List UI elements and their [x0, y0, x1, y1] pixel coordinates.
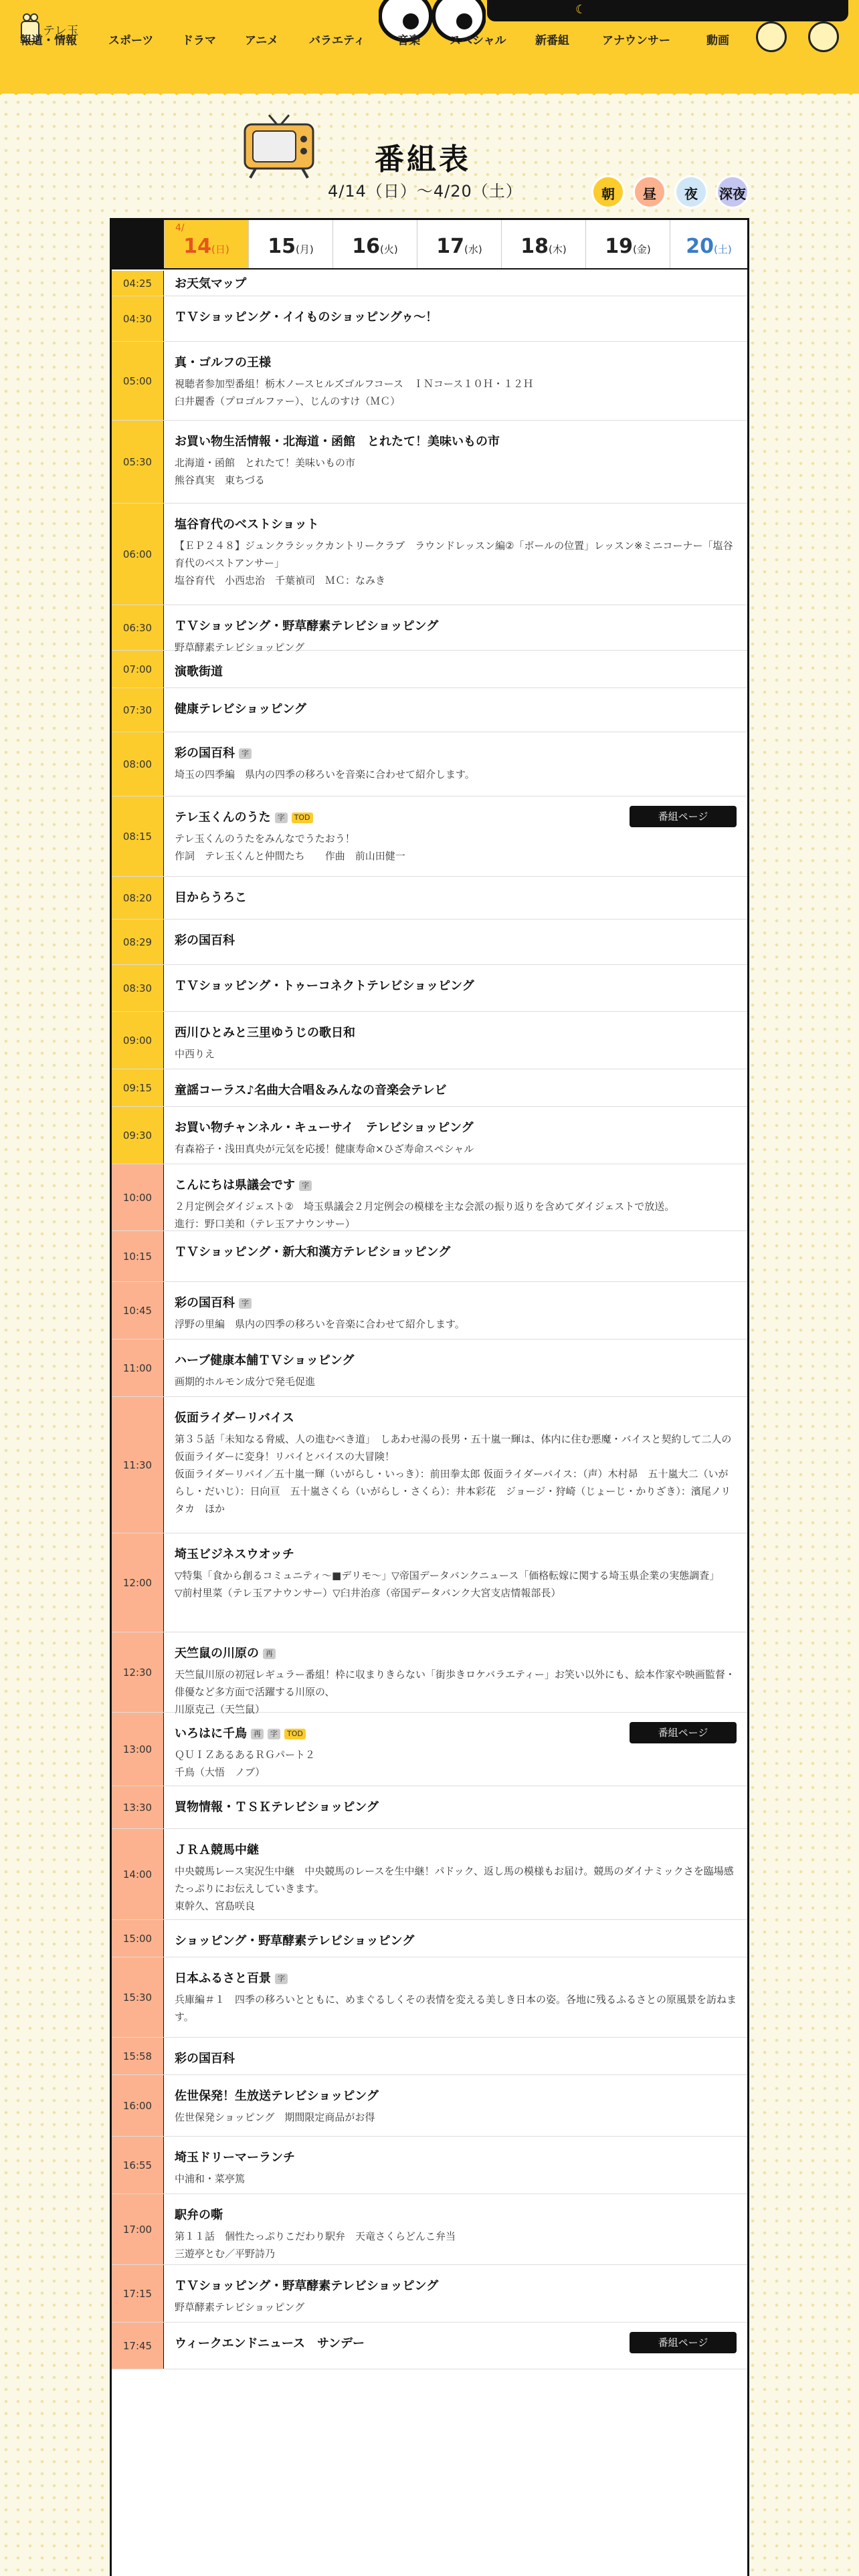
program-body — [175, 1547, 737, 1602]
program-body — [175, 2208, 737, 2262]
program-title-text: 彩の国百科 — [175, 746, 235, 760]
program-time: 16:00 — [112, 2075, 164, 2136]
program-title[interactable] — [175, 890, 737, 906]
program-row[interactable] — [112, 605, 747, 651]
program-description: 中央競馬レース実況生中継 中央競馬のレースを生中継！パドック、返し馬の模様もお届け。競馬のダイナミックさを臨場感たっぷりにお伝えしていきます。 — [175, 1865, 734, 1895]
program-row[interactable] — [112, 796, 747, 877]
nav-item-video[interactable]: 動画 — [706, 34, 729, 47]
program-time: 10:15 — [112, 1231, 164, 1281]
program-row[interactable] — [112, 2323, 747, 2369]
day-date: 16 — [352, 235, 381, 258]
logo-lettering: テレ玉 — [43, 24, 79, 38]
program-body — [175, 2278, 737, 2316]
program-body — [175, 1800, 737, 1816]
program-description: 三遊亭とむ／平野詩乃 — [175, 2248, 276, 2260]
day-weekday: (日) — [211, 243, 229, 255]
program-row[interactable] — [112, 1282, 747, 1339]
nav-item-news[interactable]: 報道・情報 — [20, 34, 77, 47]
program-time: 06:00 — [112, 504, 164, 605]
program-title[interactable] — [175, 1083, 737, 1099]
nav-item-music[interactable]: 音楽 — [397, 34, 420, 47]
program-title-text: ＴＶショッピング・新大和漢方テレビショッピング — [175, 1245, 451, 1259]
day-tabs — [112, 220, 747, 270]
program-body — [175, 1971, 737, 2026]
program-time: 09:30 — [112, 1107, 164, 1164]
program-title[interactable] — [175, 2150, 737, 2166]
program-row[interactable] — [112, 504, 747, 605]
day-tab-15[interactable] — [248, 220, 332, 268]
program-time: 08:30 — [112, 965, 164, 1011]
program-title-text: ＴＶショッピング・野草酵素テレビショッピング — [175, 2279, 439, 2293]
program-row[interactable] — [112, 1920, 747, 1957]
program-description: 画期的ホルモン成分で発毛促進 — [175, 1376, 316, 1388]
program-row[interactable] — [112, 2194, 747, 2265]
program-description: 千鳥（大悟 ノブ） — [175, 1766, 266, 1778]
program-title-text: 塩谷育代のベストショット — [175, 518, 319, 532]
program-row[interactable] — [112, 2265, 747, 2323]
program-body — [175, 1178, 737, 1232]
program-time: 17:15 — [112, 2265, 164, 2322]
program-time: 12:00 — [112, 1533, 164, 1632]
nav-item-variety[interactable]: バラエティ — [309, 34, 365, 47]
program-time: 15:30 — [112, 1957, 164, 2037]
program-time: 11:00 — [112, 1339, 164, 1396]
program-title[interactable] — [175, 1295, 737, 1311]
program-description: 北海道・函館 とれたて！美味いもの市 — [175, 457, 356, 469]
program-body — [175, 2051, 737, 2067]
program-row[interactable] — [112, 877, 747, 920]
program-title-text: 西川ひとみと三里ゆうじの歌日和 — [175, 1026, 355, 1040]
program-title[interactable] — [175, 355, 737, 371]
day-tab-19[interactable] — [585, 220, 670, 268]
main-nav — [0, 31, 859, 51]
program-description: 第１１話 個性たっぷりこだわり駅弁 天竜さくらどんこ弁当 — [175, 2230, 456, 2242]
program-body — [175, 517, 737, 589]
program-description: ▽前村里菜（テレ玉アナウンサー）▽臼井治彦（帝国データバンク大宮支店情報部長） — [175, 1587, 561, 1599]
program-row[interactable] — [112, 296, 747, 342]
program-body — [175, 1120, 737, 1158]
program-title[interactable] — [175, 2088, 737, 2105]
program-title-text: 童謡コーラス♪名曲大合唱＆みんなの音楽会テレビ — [175, 1083, 447, 1097]
day-date: 20 — [686, 235, 714, 258]
program-title-text: ＴＶショッピング・野草酵素テレビショッピング — [175, 619, 439, 633]
program-title-text: テレ玉くんのうた — [175, 811, 271, 825]
day-date: 18 — [520, 235, 549, 258]
program-row[interactable] — [112, 1164, 747, 1231]
program-title-text: 埼玉ビジネスウオッチ — [175, 1547, 294, 1562]
program-title[interactable] — [175, 1800, 737, 1816]
program-time: 12:30 — [112, 1632, 164, 1712]
character-icon[interactable] — [808, 21, 839, 52]
program-title[interactable] — [175, 702, 737, 718]
program-time: 04:30 — [112, 296, 164, 341]
program-row[interactable] — [112, 1632, 747, 1713]
program-title[interactable] — [175, 1245, 737, 1261]
program-description: 野草酵素テレビショッピング — [175, 2301, 305, 2313]
program-time: 16:55 — [112, 2137, 164, 2193]
program-time: 10:00 — [112, 1164, 164, 1230]
program-badge: 字 — [299, 1180, 312, 1191]
program-title-text: ウィークエンドニュース サンデー — [175, 2337, 365, 2351]
day-tab-20[interactable] — [670, 220, 747, 268]
day-date: 17 — [436, 235, 465, 258]
program-title[interactable] — [175, 746, 737, 762]
program-row[interactable] — [112, 1107, 747, 1164]
program-body — [175, 434, 737, 489]
program-title-text: お買い物チャンネル・キューサイ テレビショッピング — [175, 1121, 474, 1135]
program-row[interactable] — [112, 271, 747, 296]
program-description: 埼玉の四季編 県内の四季の移ろいを音楽に合わせて紹介します。 — [175, 768, 475, 780]
program-title[interactable] — [175, 1120, 737, 1136]
program-row[interactable] — [112, 2075, 747, 2137]
program-body — [175, 746, 737, 783]
nav-item-new-shows[interactable]: 新番組 — [535, 34, 569, 47]
program-body — [175, 2150, 737, 2187]
program-time: 10:45 — [112, 1282, 164, 1339]
program-row[interactable] — [112, 342, 747, 421]
program-title-text: 佐世保発！生放送テレビショッピング — [175, 2089, 379, 2103]
program-badge: 字 — [275, 1973, 288, 1984]
nav-item-sports[interactable]: スポーツ — [108, 34, 154, 47]
program-title[interactable] — [175, 1547, 737, 1563]
program-title-text: 演歌街道 — [175, 665, 223, 679]
day-weekday: (火) — [380, 243, 398, 255]
program-time: 07:30 — [112, 688, 164, 732]
program-title[interactable] — [175, 2051, 737, 2067]
program-badge: TOD — [284, 1729, 306, 1739]
program-title-text: 目からうろこ — [175, 891, 247, 905]
program-description: 作詞 テレ玉くんと仲間たち 作曲 前山田健一 — [175, 850, 405, 862]
program-title[interactable] — [175, 933, 737, 949]
program-page-button[interactable]: 番組ページ — [630, 2332, 737, 2353]
program-title-text: 健康テレビショッピング — [175, 702, 306, 716]
program-title-text: 仮面ライダーリバイス — [175, 1411, 294, 1425]
program-title-text: こんにちは県議会です — [175, 1178, 295, 1192]
program-title[interactable] — [175, 978, 737, 994]
program-description: 天竺鼠川原の初冠レギュラー番組！枠に収まりきらない「街歩きロケバラエティー」お笑い以外にも、絵本作家や映画監督・俳優など多方面で活躍する川原の、 — [175, 1669, 735, 1698]
program-row[interactable] — [112, 1397, 747, 1533]
program-row[interactable] — [112, 1231, 747, 1282]
program-body — [175, 702, 737, 718]
program-page-button[interactable]: 番組ページ — [630, 806, 737, 827]
program-body — [175, 1295, 737, 1333]
program-title-text: 真・ゴルフの王様 — [175, 356, 271, 370]
program-description: ２月定例会ダイジェスト② 埼玉県議会２月定例会の模様を主な会派の振り返りを含めてダイジェストで放送。 — [175, 1200, 675, 1212]
program-title-text: ＪＲＡ競馬中継 — [175, 1843, 259, 1857]
nav-item-special[interactable]: スペシャル — [450, 34, 506, 47]
day-tab-17[interactable] — [417, 220, 501, 268]
program-description: 中西りえ — [175, 1048, 215, 1060]
period-daytime-button[interactable]: 昼 — [633, 175, 666, 209]
program-body — [175, 1083, 737, 1099]
program-description: 有森裕子・浅田真央が元気を応援！健康寿命×ひざ寿命スペシャル — [175, 1143, 474, 1155]
program-page-button[interactable]: 番組ページ — [630, 1722, 737, 1743]
program-body — [175, 1646, 737, 1718]
program-time: 08:29 — [112, 920, 164, 964]
site-header — [0, 0, 859, 94]
day-weekday: (木) — [549, 243, 567, 255]
program-row[interactable] — [112, 1829, 747, 1920]
program-time: 13:30 — [112, 1786, 164, 1828]
program-row[interactable] — [112, 1012, 747, 1069]
program-body — [175, 978, 737, 994]
program-body — [175, 664, 737, 680]
day-tab-14[interactable] — [164, 220, 248, 268]
program-schedule — [110, 218, 749, 2576]
search-bar[interactable] — [487, 0, 848, 21]
nav-item-announcers[interactable]: アナウンサー — [602, 34, 670, 47]
program-title-text: 埼玉ドリーマーランチ — [175, 2151, 295, 2165]
program-title[interactable] — [175, 1025, 737, 1041]
program-title[interactable] — [175, 517, 737, 533]
day-tab-16[interactable] — [332, 220, 417, 268]
program-time: 13:00 — [112, 1713, 164, 1786]
program-row[interactable] — [112, 1339, 747, 1397]
program-title-text: お天気マップ — [175, 277, 247, 291]
program-time: 09:15 — [112, 1069, 164, 1106]
date-range: 4/14（日）〜4/20（土） — [328, 182, 522, 201]
program-badge: TOD — [292, 813, 313, 823]
program-row[interactable] — [112, 1533, 747, 1632]
program-title[interactable] — [175, 1178, 737, 1194]
program-row[interactable] — [112, 1786, 747, 1829]
day-date: 14 — [183, 235, 212, 258]
program-description: 川原克己（天竺鼠） — [175, 1703, 266, 1715]
program-time: 08:20 — [112, 877, 164, 919]
program-description: 進行：野口美和（テレ玉アナウンサー） — [175, 1218, 355, 1230]
program-title[interactable] — [175, 276, 737, 292]
program-description: 第３５話「未知なる脅威、人の進むべき道」 しあわせ湯の長男・五十嵐一輝は、体内に住む悪魔・バイスと契約して二人の仮面ライダーに変身！リバイとバイスの大冒険！ — [175, 1433, 732, 1463]
program-description: ▽特集「食から創るコミュニティ〜■デリモ〜」▽帝国データバンクニュース「価格転嫁に関する埼玉県企業の実態調査」 — [175, 1570, 720, 1582]
day-date: 15 — [268, 235, 296, 258]
program-title[interactable] — [175, 1353, 737, 1369]
program-body — [175, 1245, 737, 1261]
program-time: 06:30 — [112, 605, 164, 650]
program-description: 塩谷育代 小西忠治 千葉禎司 ＭＣ：なみき — [175, 574, 386, 586]
program-row[interactable] — [112, 688, 747, 732]
program-description: 東幹久、宮島咲良 — [175, 1900, 256, 1912]
program-description: 兵庫編＃１ 四季の移ろいとともに、めまぐるしくその表情を変える美しき日本の姿。各地に残るふるさとの原風景を訪ねます。 — [175, 1994, 737, 2023]
program-row[interactable] — [112, 651, 747, 688]
program-title-text: ショッピング・野草酵素テレビショッピング — [175, 1934, 415, 1948]
program-description: 仮面ライダーリバイ／五十嵐一輝（いがらし・いっき）：前田拳太郎 仮面ライダーバイス：（声）木村昴 五十嵐大二（いがらし・だいじ）：日向亘 五十嵐さくら（いがらし・さくら）：井本彩花 ジョージ・狩崎（じょーじ・かりざき）：濱尾ノリタカ ほか — [175, 1468, 731, 1515]
day-weekday: (土) — [714, 243, 732, 255]
program-time: 04:25 — [112, 271, 164, 296]
nav-item-drama[interactable]: ドラマ — [182, 34, 216, 47]
program-title-text: 彩の国百科 — [175, 1296, 235, 1310]
program-badge: 再 — [263, 1648, 276, 1659]
program-time: 17:00 — [112, 2194, 164, 2264]
program-title[interactable] — [175, 619, 737, 635]
program-body — [175, 1410, 737, 1517]
program-time: 15:58 — [112, 2038, 164, 2074]
program-description: 佐世保発ショッピング 期間限定商品がお得 — [175, 2111, 375, 2123]
program-title[interactable] — [175, 1971, 737, 1987]
period-latenight-button[interactable]: 深夜 — [716, 175, 749, 209]
program-time: 07:00 — [112, 651, 164, 687]
program-row[interactable] — [112, 1069, 747, 1107]
program-row[interactable] — [112, 1957, 747, 2038]
program-badge: 字 — [268, 1729, 280, 1739]
program-time: 08:00 — [112, 732, 164, 796]
program-row[interactable] — [112, 1713, 747, 1786]
program-body — [175, 1353, 737, 1390]
program-title[interactable] — [175, 434, 737, 450]
program-body — [175, 1025, 737, 1063]
day-weekday: (水) — [464, 243, 482, 255]
program-row[interactable] — [112, 421, 747, 504]
day-weekday: (金) — [633, 243, 651, 255]
program-row[interactable] — [112, 2137, 747, 2194]
program-title-text: お買い物生活情報・北海道・函館 とれたて！美味いもの市 — [175, 435, 500, 449]
period-evening-button[interactable]: 夜 — [674, 175, 708, 209]
program-time: 17:45 — [112, 2323, 164, 2369]
program-badge: 字 — [275, 813, 288, 823]
day-tabs-corner — [112, 220, 164, 268]
program-title[interactable] — [175, 1842, 737, 1858]
day-tab-18[interactable] — [501, 220, 585, 268]
tv-mascot-icon — [235, 112, 322, 179]
program-body — [175, 1933, 737, 1949]
program-title[interactable] — [175, 1410, 737, 1426]
program-title[interactable] — [175, 2208, 737, 2224]
nav-item-anime[interactable]: アニメ — [245, 34, 279, 47]
program-title-text: 日本ふるさと百景 — [175, 1971, 271, 1985]
program-description: ＱＵＩＺあるあるＲＧパート２ — [175, 1749, 316, 1761]
day-month: 4/ — [175, 223, 185, 233]
program-title-text: ＴＶショッピング・トゥーコネクトテレビショッピング — [175, 979, 474, 993]
program-body — [175, 890, 737, 906]
program-description: 中浦和・菜亭篤 — [175, 2173, 246, 2185]
program-title-text: いろはに千鳥 — [175, 1727, 247, 1741]
moon-icon: ☾ — [575, 3, 587, 17]
program-description: テレ玉くんのうたをみんなでうたおう！ — [175, 833, 355, 845]
program-time: 15:00 — [112, 1920, 164, 1957]
program-row[interactable] — [112, 965, 747, 1012]
program-title-text: 駅弁の嘶 — [175, 2208, 223, 2222]
program-title[interactable] — [175, 664, 737, 680]
program-description: 【ＥＰ２４８】ジュンクラシックカントリークラブ ラウンドレッスン編②「ボールの位置」レッスン※ミニコーナー「塩谷育代のベストアンサー」 — [175, 540, 733, 569]
program-badge: 字 — [239, 1298, 252, 1309]
program-badge: 再 — [251, 1729, 264, 1739]
program-body — [175, 310, 737, 326]
program-time: 11:30 — [112, 1397, 164, 1533]
program-time: 08:15 — [112, 796, 164, 876]
program-row[interactable] — [112, 2038, 747, 2075]
program-title-text: ハーブ健康本舗ＴＶショッピング — [175, 1354, 355, 1368]
program-body — [175, 276, 737, 292]
day-weekday: (月) — [296, 243, 314, 255]
program-title-text: 天竺鼠の川原の — [175, 1646, 259, 1660]
program-body — [175, 933, 737, 949]
header-zigzag-divider — [0, 86, 859, 102]
program-badge: 字 — [239, 748, 252, 759]
program-title-text: 彩の国百科 — [175, 2052, 235, 2066]
program-time: 05:00 — [112, 342, 164, 420]
period-morning-button[interactable]: 朝 — [591, 175, 625, 209]
program-title[interactable] — [175, 1933, 737, 1949]
program-description: 浮野の里編 県内の四季の移ろいを音楽に合わせて紹介します。 — [175, 1318, 465, 1330]
program-title-text: ＴＶショッピング・イイものショッピングゥ〜！ — [175, 310, 438, 324]
program-row[interactable] — [112, 732, 747, 796]
program-time: 05:30 — [112, 421, 164, 503]
program-description: 熊谷真実 東ちづる — [175, 474, 265, 486]
program-description: 臼井麗香（プロゴルファー）、じんのすけ（ＭＣ） — [175, 395, 401, 407]
program-description: 野草酵素テレビショッピング — [175, 641, 305, 653]
program-title[interactable] — [175, 2278, 737, 2294]
day-date: 19 — [605, 235, 634, 258]
program-time: 09:00 — [112, 1012, 164, 1069]
program-time: 14:00 — [112, 1829, 164, 1919]
program-title[interactable] — [175, 310, 737, 326]
page-title: 番組表 — [375, 142, 471, 177]
program-body — [175, 2088, 737, 2126]
program-row[interactable] — [112, 920, 747, 965]
program-title[interactable] — [175, 1646, 737, 1662]
program-body — [175, 1842, 737, 1915]
program-body — [175, 355, 737, 410]
mascot-icon[interactable] — [756, 21, 787, 52]
program-title-text: 買物情報・ＴＳＫテレビショッピング — [175, 1800, 379, 1814]
program-title-text: 彩の国百科 — [175, 934, 235, 948]
program-description: 視聴者参加型番組！栃木ノースヒルズゴルフコース ＩＮコース１０Ｈ・１２Ｈ — [175, 378, 534, 390]
